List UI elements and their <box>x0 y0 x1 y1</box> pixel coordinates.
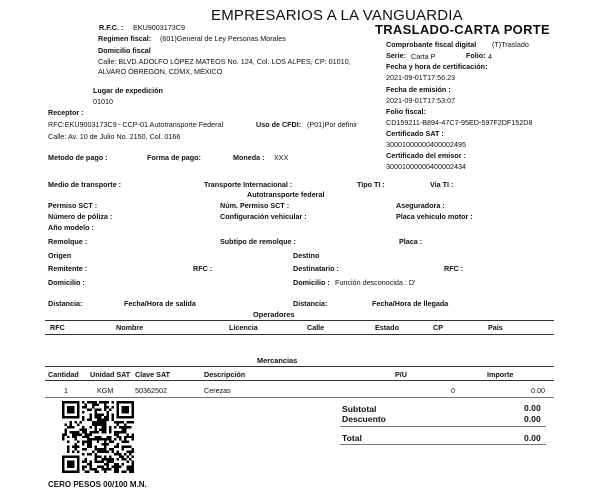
currency-label: Moneda : <box>233 153 265 162</box>
row-cantidad: 1 <box>64 386 68 395</box>
serie-label: Serie: <box>386 51 406 60</box>
modelo-label: Año modelo : <box>48 223 94 232</box>
cfdi-value: (P01)Por definir <box>307 120 358 129</box>
row-pu: 0 <box>451 386 455 395</box>
descuento-label: Descuento <box>342 414 386 424</box>
op-header-pais: País <box>488 323 503 332</box>
total-value: 0.00 <box>524 433 541 443</box>
via-ti-label: Via TI : <box>430 180 454 189</box>
qr-modules <box>62 401 134 473</box>
emit-date-value: 2021-09-01T17:53:07 <box>386 96 456 105</box>
issuer-address-2: ALVARO ÓBREGON, CDMX, MÉXICO <box>98 67 223 76</box>
place-value: 01010 <box>93 97 113 106</box>
medio-transporte-label: Medio de transporte : <box>48 180 122 189</box>
mercancias-title: Mercancias <box>257 356 298 365</box>
operadores-title: Operadores <box>253 310 295 319</box>
placa-label: Placa : <box>399 237 423 246</box>
issuer-rfc-label: R.F.C. : <box>99 23 124 32</box>
merc-header-unidad: Unidad SAT <box>90 370 131 379</box>
folio-fiscal-value: CD159211-B894-47C7-95ED-597F2DF152D8 <box>386 118 533 127</box>
cfdi-label: Uso de CFDI: <box>256 120 302 129</box>
op-header-licencia: Licencia <box>229 323 258 332</box>
mercancias-top-rule <box>45 366 554 367</box>
row-descripcion: Cerezas <box>204 386 231 395</box>
row-unidad: KGM <box>97 386 114 395</box>
op-header-rfc: RFC <box>50 323 65 332</box>
autotransporte-title: Autotransporte federal <box>247 190 325 199</box>
cert-date-label: Fecha y hora de certificación: <box>386 62 488 71</box>
mercancias-header-rule <box>45 380 554 381</box>
document-title: TRASLADO-CARTA PORTE <box>375 22 550 37</box>
distancia-2-label: Distancia: <box>293 299 328 308</box>
num-permiso-sct-label: Núm. Permiso SCT : <box>220 201 290 210</box>
permiso-sct-label: Permiso SCT : <box>48 201 98 210</box>
amount-in-words: CERO PESOS 00/100 M.N. <box>48 480 147 489</box>
destinatario-rfc-label: RFC : <box>444 264 464 273</box>
receptor-label: Receptor : <box>48 108 84 117</box>
mercancias-bottom-rule <box>45 397 554 398</box>
comprobante-value: (T)Traslado <box>492 40 529 49</box>
qr-code <box>62 401 134 473</box>
totals-rule-2 <box>340 444 546 445</box>
destinatario-domicilio-value: Función desconocida : D' <box>335 278 416 287</box>
subtotal-label: Subtotal <box>342 404 377 414</box>
origen-label: Origen <box>48 251 72 260</box>
merc-header-cantidad: Cantidad <box>48 370 79 379</box>
op-header-calle: Calle <box>307 323 325 332</box>
fecha-salida-label: Fecha/Hora de salida <box>124 299 196 308</box>
merc-header-importe: Importe <box>487 370 514 379</box>
cert-date-value: 2021-09-01T17:56:23 <box>386 73 456 82</box>
cert-sat-value: 30001000000400002495 <box>386 140 466 149</box>
operadores-top-rule <box>45 320 554 321</box>
op-header-nombre: Nombre <box>116 323 144 332</box>
folio-fiscal-label: Folio fiscal: <box>386 107 426 116</box>
folio-value: 4 <box>488 52 492 61</box>
descuento-value: 0.00 <box>524 414 541 424</box>
cert-sat-label: Certificado SAT : <box>386 129 444 138</box>
fecha-llegada-label: Fecha/Hora de llegada <box>372 299 449 308</box>
op-header-cp: CP <box>433 323 443 332</box>
subtipo-remolque-label: Subtipo de remolque : <box>220 237 296 246</box>
poliza-label: Número de póliza : <box>48 212 113 221</box>
issuer-regime: (601)General de Ley Personas Morales <box>160 34 286 43</box>
remitente-domicilio-label: Domicilio : <box>48 278 85 287</box>
merc-header-pu: P/U <box>395 370 407 379</box>
payment-method-label: Metodo de pago : <box>48 153 108 162</box>
placa-motor-label: Placa vehiculo motor : <box>396 212 473 221</box>
remitente-rfc-label: RFC : <box>193 264 213 273</box>
aseguradora-label: Aseguradora : <box>396 201 445 210</box>
merc-header-descripcion: Descripción <box>204 370 246 379</box>
totals-rule-1 <box>340 426 546 427</box>
remolque-label: Remolque : <box>48 237 88 246</box>
merc-header-clave: Clave SAT <box>135 370 171 379</box>
config-vehicular-label: Configuración vehicular : <box>220 212 307 221</box>
tipo-ti-label: Tipo TI : <box>357 180 385 189</box>
currency-value: XXX <box>274 153 289 162</box>
receptor-address: Calle: Av. 10 de Julio No. 2150, Col. 0166 <box>48 132 181 141</box>
issuer-rfc: EKU9003173C9 <box>133 23 185 32</box>
op-header-estado: Estado <box>375 323 399 332</box>
destinatario-domicilio-label: Domicilio : <box>293 278 330 287</box>
receptor-name: - CCP-01 Autotransporte Federal <box>118 120 224 129</box>
cert-emisor-label: Certificado del emisor : <box>386 151 466 160</box>
serie-value: Carta P <box>411 52 436 61</box>
emit-date-label: Fecha de emisión : <box>386 85 451 94</box>
distancia-label: Distancia: <box>48 299 83 308</box>
payment-form-label: Forma de pago: <box>147 153 201 162</box>
comprobante-label: Comprobante fiscal digital <box>386 40 477 49</box>
remitente-label: Remitente : <box>48 264 88 273</box>
issuer-address: Calle: BLVD.ADOLFO LÓPEZ MATEOS No. 124, Col. LOS ALPES, CP: 01010, <box>98 57 351 66</box>
destinatario-label: Destinatario : <box>293 264 339 273</box>
folio-label: Folio: <box>466 51 486 60</box>
row-importe: 0.00 <box>531 386 545 395</box>
issuer-address-label: Domicilio fiscal <box>98 46 151 55</box>
transporte-internacional-label: Transporte Internacional : <box>204 180 293 189</box>
cert-emisor-value: 30001000000400002434 <box>386 162 466 171</box>
operadores-bottom-rule <box>45 334 554 335</box>
destino-label: Destino <box>293 251 320 260</box>
place-label: Lugar de expedición <box>93 86 163 95</box>
subtotal-value: 0.00 <box>524 403 541 413</box>
total-label: Total <box>342 433 362 443</box>
receptor-rfc: RFC:EKU9003173C9 <box>48 120 117 129</box>
company-name: EMPRESARIOS A LA VANGUARDIA <box>211 7 463 24</box>
issuer-regime-label: Regimen fiscal: <box>98 34 152 43</box>
row-clave: 50362502 <box>135 386 167 395</box>
